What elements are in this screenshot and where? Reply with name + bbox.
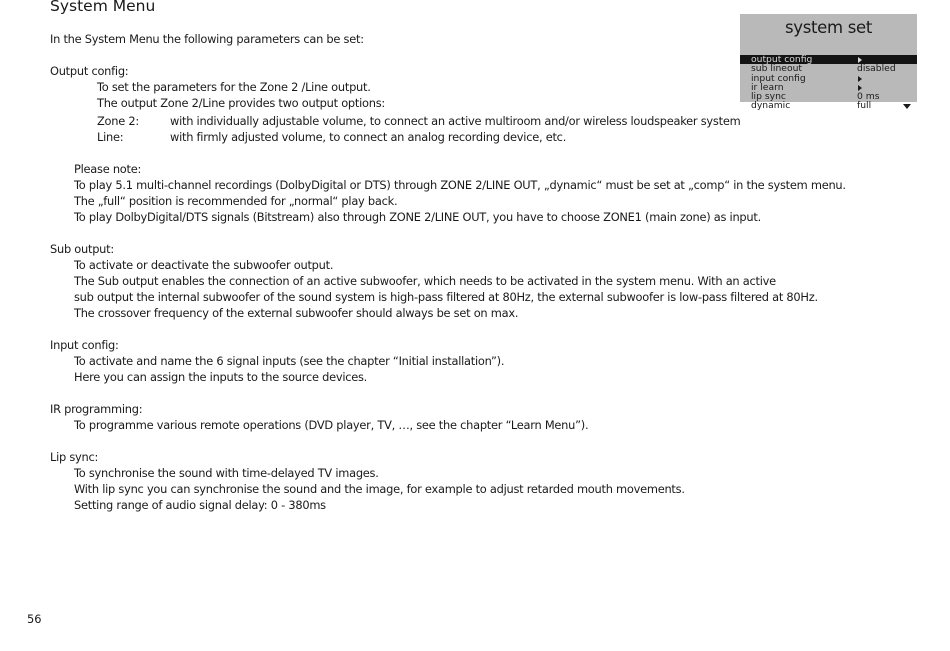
- page-title: System Menu: [50, 0, 156, 15]
- lip-sync-heading: Lip sync:: [50, 450, 99, 464]
- input-config-heading: Input config:: [50, 338, 119, 352]
- sub-output-line-3: sub output the internal subwoofer of the sound system is high-pass filtered at 80Hz, the external subwoofer is low-pass filtered at 80Hz.: [74, 290, 818, 304]
- menu-item-label: lip sync: [751, 91, 786, 103]
- note-line-3: To play DolbyDigital/DTS signals (Bitstream) also through ZONE 2/LINE OUT, you have to choose ZONE1 (main zone) as input.: [74, 210, 761, 224]
- option-row-zone2: [50, 113, 830, 129]
- menu-title: system set: [784, 18, 873, 37]
- input-config-line-2: Here you can assign the inputs to the source devices.: [74, 370, 368, 384]
- menu-item-label: dynamic: [751, 100, 791, 112]
- menu-item-dynamic[interactable]: [740, 101, 917, 110]
- menu-item-label: sub lineout: [751, 63, 802, 75]
- menu-item-label: ir learn: [751, 81, 784, 93]
- sub-output-line-2: The Sub output enables the connection of an active subwoofer, which needs to be activated in the system menu. With an active: [74, 274, 776, 288]
- sub-output-line-1: To activate or deactivate the subwoofer output.: [74, 258, 334, 272]
- spacer: [50, 47, 830, 63]
- option-description: with individually adjustable volume, to connect an active multiroom and/or wireless loudspeaker system: [170, 114, 741, 128]
- page-number: 56: [27, 612, 42, 626]
- note-line-2: The „full“ position is recommended for „normal“ play back.: [74, 194, 398, 208]
- menu-item-label: output config: [751, 54, 813, 65]
- option-name: Zone 2:: [97, 114, 139, 128]
- input-config-line-1: To activate and name the 6 signal inputs (see the chapter “Initial installation”).: [74, 354, 505, 368]
- menu-item-value: disabled: [857, 63, 896, 75]
- output-config-line-2: The output Zone 2/Line provides two output options:: [97, 96, 385, 110]
- menu-item-label: input config: [751, 72, 806, 84]
- spacer: [50, 145, 830, 161]
- option-description: with firmly adjusted volume, to connect an analog recording device, etc.: [170, 130, 567, 144]
- ir-programming-heading: IR programming:: [50, 402, 143, 416]
- lip-sync-line-3: Setting range of audio signal delay: 0 - 380ms: [74, 498, 326, 512]
- sub-output-line-4: The crossover frequency of the external subwoofer should always be set on max.: [74, 306, 519, 320]
- option-row-line: [50, 129, 830, 145]
- ir-programming-line-1: To programme various remote operations (DVD player, TV, …, see the chapter “Learn Menu”).: [74, 418, 589, 432]
- lip-sync-line-2: With lip sync you can synchronise the sound and the image, for example to adjust retarded mouth movements.: [74, 482, 685, 496]
- output-config-heading: Output config:: [50, 64, 129, 78]
- spacer: [50, 321, 830, 337]
- option-name: Line:: [97, 130, 124, 144]
- sub-output-heading: Sub output:: [50, 242, 114, 256]
- menu-item-value: 0 ms: [857, 91, 880, 103]
- menu-list: [740, 55, 917, 111]
- spacer: [50, 225, 830, 241]
- system-set-menu-display: [740, 14, 917, 112]
- submenu-arrow-icon: [858, 76, 862, 82]
- lip-sync-line-1: To synchronise the sound with time-delayed TV images.: [74, 466, 379, 480]
- intro-text: In the System Menu the following parameters can be set:: [50, 32, 364, 46]
- submenu-arrow-icon: [858, 57, 862, 63]
- menu-item-value: full: [857, 100, 872, 112]
- note-line-1: To play 5.1 multi-channel recordings (DolbyDigital or DTS) through ZONE 2/LINE OUT, „dynamic“ must be set at „comp“ in the system menu.: [74, 178, 846, 192]
- chevron-down-icon: [903, 104, 911, 109]
- submenu-arrow-icon: [858, 85, 862, 91]
- spacer: [50, 385, 830, 401]
- note-heading: Please note:: [74, 162, 142, 176]
- manual-body: [50, 31, 846, 513]
- spacer: [50, 433, 830, 449]
- output-config-line-1: To set the parameters for the Zone 2 /Line output.: [97, 80, 371, 94]
